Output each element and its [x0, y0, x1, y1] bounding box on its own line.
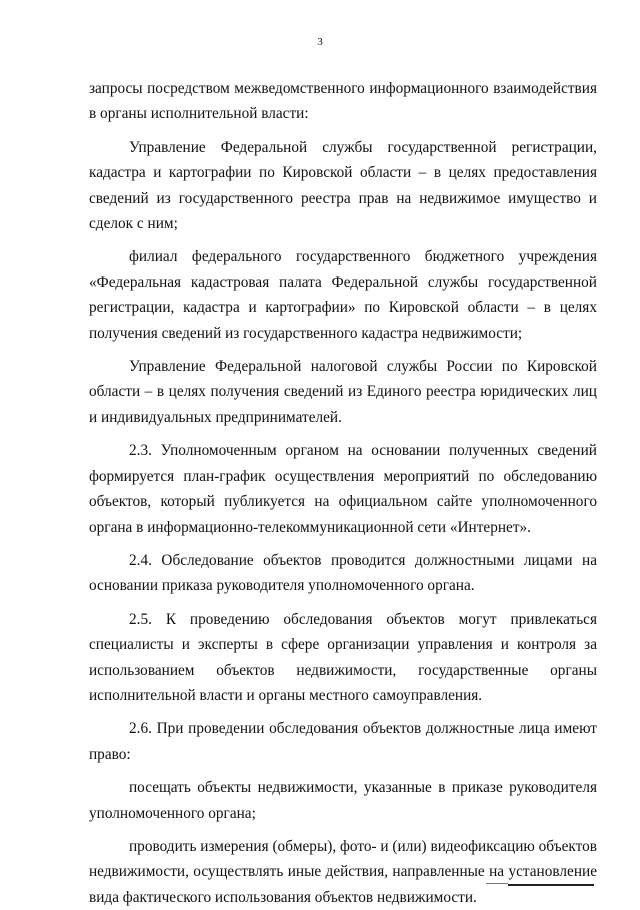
- paragraph-cadastral-chamber: филиал федерального государственного бюджетного учреждения «Федеральная кадастровая палата Федеральной службы государственной регистрации, кадастра и картографии» по Кировской области – в целях получения сведений из государственного кадастра недвижимости;: [89, 248, 597, 342]
- paragraph-continuation: запросы посредством межведомственного информационного взаимодействия в органы исполнительной власти:: [89, 80, 597, 123]
- paragraph-2-3: 2.3. Уполномоченным органом на основании полученных сведений формируется план-график осуществления мероприятий по обследованию объектов, который публикуется на официальном сайте уполномоченного органа в информационно-телекоммуникационной сети «Интернет».: [89, 442, 597, 536]
- document-body: [89, 76, 597, 910]
- footer-rule: [508, 884, 594, 886]
- paragraph-right-measure: проводить измерения (обмеры), фото- и (или) видеофиксацию объектов недвижимости, осуществлять иные действия, направленные на установление вида фактического использования объектов недвижимости.: [89, 837, 597, 906]
- paragraph-right-visit: посещать объекты недвижимости, указанные в приказе руководителя уполномоченного органа;: [89, 779, 597, 822]
- paragraph-2-6: 2.6. При проведении обследования объектов должностные лица имеют право:: [89, 720, 597, 763]
- paragraph-2-4: 2.4. Обследование объектов проводится должностными лицами на основании приказа руководителя уполномоченного органа.: [89, 551, 597, 595]
- paragraph-rosreestr: Управление Федеральной службы государственной регистрации, кадастра и картографии по Кировской области – в целях предоставления сведений из государственного реестра прав на недвижимое имущество и сделок с ним;: [89, 138, 597, 233]
- page-number: 3: [317, 36, 323, 48]
- footer-rule-thin: [486, 883, 508, 884]
- paragraph-tax-service: Управление Федеральной налоговой службы России по Кировской области – в целях получения сведений из Единого реестра юридических лиц и индивидуальных предпринимателей.: [89, 358, 597, 426]
- paragraph-2-5: 2.5. К проведению обследования объектов могут привлекаться специалисты и эксперты в сфере организации управления и контроля за использованием объектов недвижимости, государственные органы исполнительной власти и органы местного самоуправления.: [89, 610, 597, 704]
